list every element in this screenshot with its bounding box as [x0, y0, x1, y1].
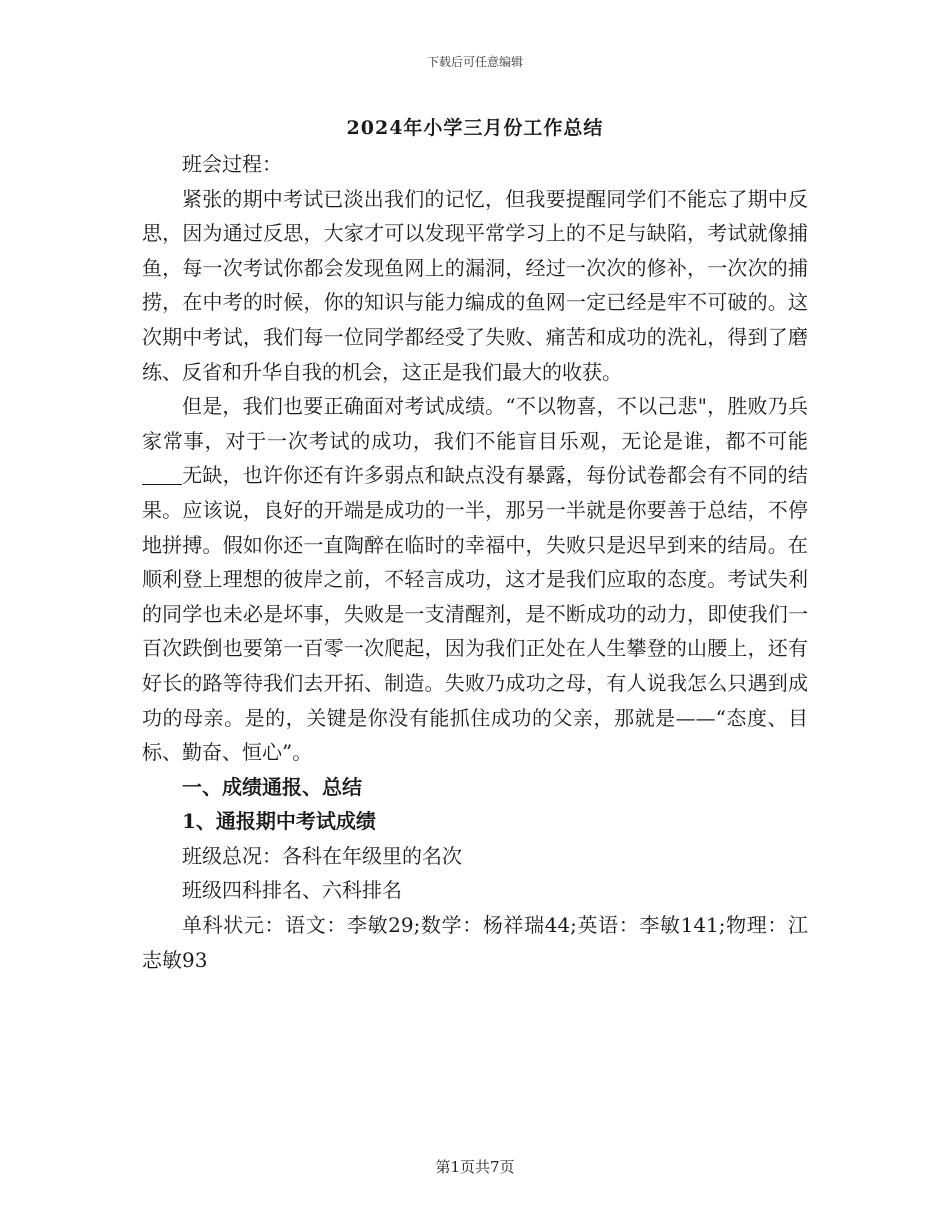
header-note: 下载后可任意编辑: [426, 55, 523, 69]
class-rank-line: 班级四科排名、六科排名: [182, 878, 402, 903]
section-heading-2: 1、通报期中考试成绩: [182, 809, 376, 834]
intro-label: 班会过程：: [182, 152, 282, 176]
class-overview-line: 班级总况：各科在年级里的名次: [182, 843, 462, 868]
page-indicator: 第1页共7页: [435, 1158, 515, 1176]
fill-blank: [142, 464, 182, 485]
top-scorers-line: 单科状元：语文：李敏29;数学：杨祥瑞44;英语：李敏141;物理：江志敏93: [142, 913, 808, 972]
paragraph-attitude-part1: 但是，我们也要正确面对考试成绩。“不以物喜，不以己悲"，胜败乃兵家常事，对于一次考试的成功，我们不能盲目乐观，无论是谁，都不可能: [142, 394, 808, 453]
paragraph-attitude: [142, 389, 808, 770]
document-body: [142, 147, 808, 977]
paragraph-reflection: 紧张的期中考试已淡出我们的记忆，但我要提醒同学们不能忘了期中反思，因为通过反思，大家才可以发现平常学习上的不足与缺陷，考试就像捕鱼，每一次考试你都会发现鱼网上的漏洞，经过一次次的修补，一次次的捕捞，在中考的时候，你的知识与能力编成的鱼网一定已经是牢不可破的。这次期中考试，我们每一位同学都经受了失败、痛苦和成功的洗礼，得到了磨练、反省和升华自我的机会，这正是我们最大的收获。: [142, 186, 808, 384]
page-title: 2024年小学三月份工作总结: [346, 117, 604, 139]
paragraph-attitude-part2: 无缺，也许你还有许多弱点和缺点没有暴露，每份试卷都会有不同的结果。应该说，良好的开端是成功的一半，那另一半就是你要善于总结，不停地拼搏。假如你还一直陶醉在临时的幸福中，失败只是迟早到来的结局。在顺利登上理想的彼岸之前，不轻言成功，这才是我们应取的态度。考试失利的同学也未必是坏事，失败是一支清醒剂，是不断成功的动力，即使我们一百次跌倒也要第一百零一次爬起，因为我们正处在人生攀登的山腰上，还有好长的路等待我们去开拓、制造。失败乃成功之母，有人说我怎么只遇到成功的母亲。是的，关键是你没有能抓住成功的父亲，那就是——“态度、目标、勤奋、恒心”。: [142, 463, 808, 765]
section-heading-1: 一、成绩通报、总结: [182, 774, 362, 799]
